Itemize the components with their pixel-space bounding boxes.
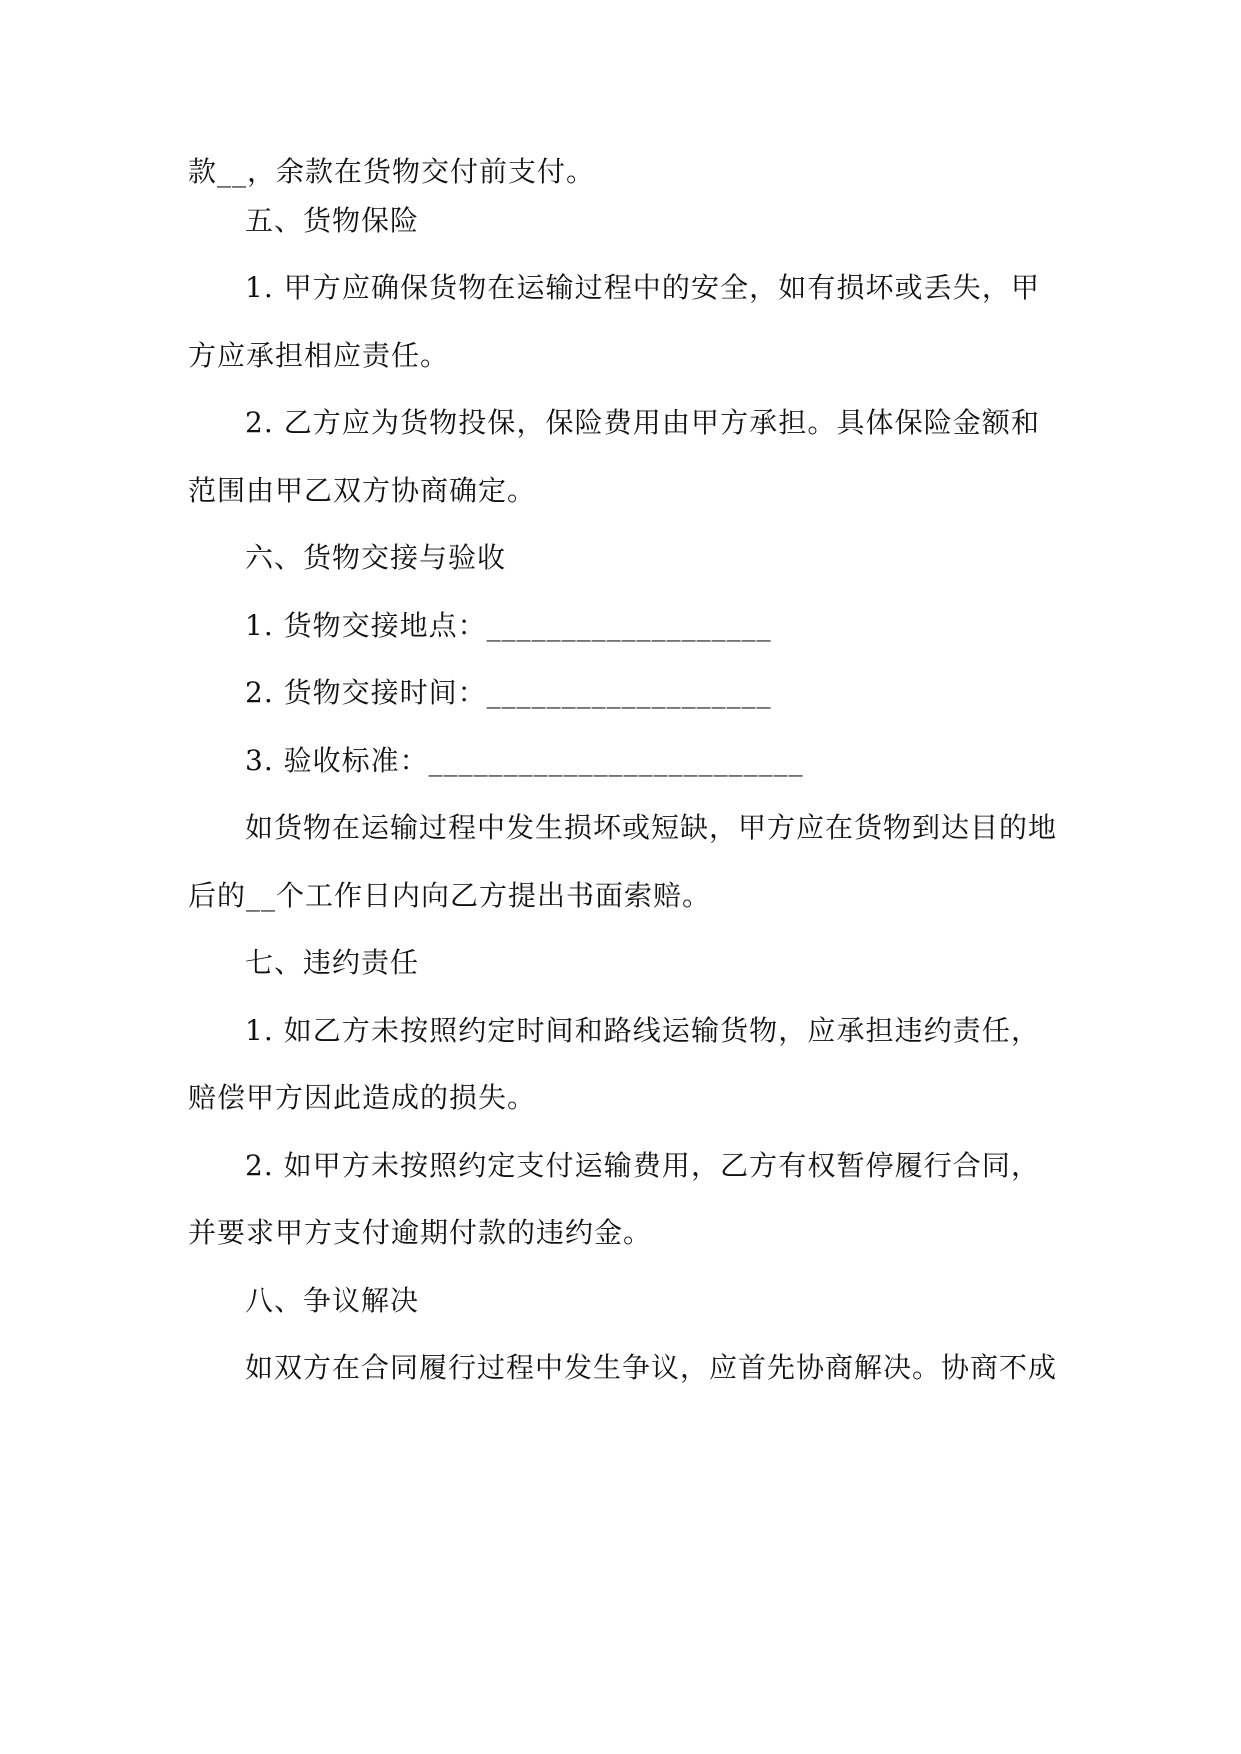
text-line: 并要求甲方支付逾期付款的违约金。 <box>188 1216 653 1249</box>
text-line: 赔偿甲方因此造成的损失。 <box>188 1081 537 1114</box>
list-item: 1. 甲方应确保货物在运输过程中的安全，如有损坏或丢失，甲 <box>245 271 1040 304</box>
list-item: 2. 如甲方未按照约定支付运输费用，乙方有权暂停履行合同， <box>245 1149 1040 1182</box>
list-item: 1. 货物交接地点：___________________ <box>245 609 772 642</box>
list-item: 2. 货物交接时间：___________________ <box>245 676 772 709</box>
text-line: 后的__个工作日内向乙方提出书面索赔。 <box>188 879 712 912</box>
section-heading: 六、货物交接与验收 <box>245 541 507 574</box>
text-line: 方应承担相应责任。 <box>188 339 450 372</box>
section-heading: 五、货物保险 <box>245 204 420 237</box>
text-line: 如双方在合同履行过程中发生争议，应首先协商解决。协商不成 <box>245 1351 1058 1384</box>
section-heading: 八、争议解决 <box>245 1284 420 1317</box>
list-item: 3. 验收标准：_________________________ <box>245 744 804 777</box>
list-item: 2. 乙方应为货物投保，保险费用由甲方承担。具体保险金额和 <box>245 406 1040 439</box>
list-item: 1. 如乙方未按照约定时间和路线运输货物，应承担违约责任， <box>245 1014 1040 1047</box>
text-line: 款__，余款在货物交付前支付。 <box>188 155 596 188</box>
section-heading: 七、违约责任 <box>245 946 420 979</box>
text-line: 范围由甲乙双方协商确定。 <box>188 474 537 507</box>
text-line: 如货物在运输过程中发生损坏或短缺，甲方应在货物到达目的地 <box>245 811 1058 844</box>
